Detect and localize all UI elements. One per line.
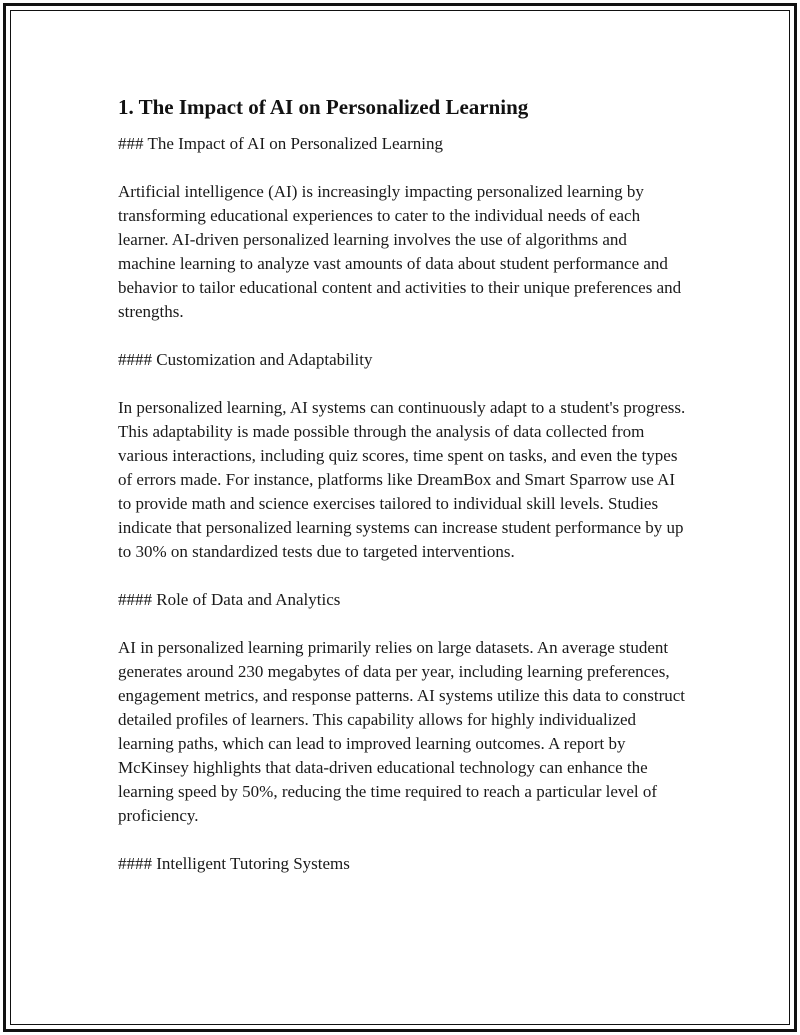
markdown-heading: ### The Impact of AI on Personalized Learning <box>118 134 443 153</box>
intro-paragraph: Artificial intelligence (AI) is increasingly impacting personalized learning by transforming educational experiences to cater to the individual needs of each learner. AI-driven personalized learning involves the use of algorithms and machine learning to analyze vast amounts of data about student performance and behavior to tailor educational content and activities to their unique preferences and strengths. <box>118 182 682 321</box>
document-body <box>118 94 688 900</box>
section-heading-customization: #### Customization and Adaptability <box>118 350 373 369</box>
section-heading-tutoring-systems: #### Intelligent Tutoring Systems <box>118 854 350 873</box>
document-title: 1. The Impact of AI on Personalized Learning <box>118 95 529 119</box>
section-paragraph-data-analytics: AI in personalized learning primarily relies on large datasets. An average student generates around 230 megabytes of data per year, including learning preferences, engagement metrics, and response patterns. AI systems utilize this data to construct detailed profiles of learners. This capability allows for highly individualized learning paths, which can lead to improved learning outcomes. A report by McKinsey highlights that data-driven educational technology can enhance the learning speed by 50%, reducing the time required to reach a particular level of proficiency. <box>118 638 685 825</box>
section-paragraph-customization: In personalized learning, AI systems can continuously adapt to a student's progress. This adaptability is made possible through the analysis of data collected from various interactions, including quiz scores, time spent on tasks, and even the types of errors made. For instance, platforms like DreamBox and Smart Sparrow use AI to provide math and science exercises tailored to individual skill levels. Studies indicate that personalized learning systems can increase student performance by up to 30% on standardized tests due to targeted interventions. <box>118 398 686 561</box>
section-heading-data-analytics: #### Role of Data and Analytics <box>118 590 341 609</box>
